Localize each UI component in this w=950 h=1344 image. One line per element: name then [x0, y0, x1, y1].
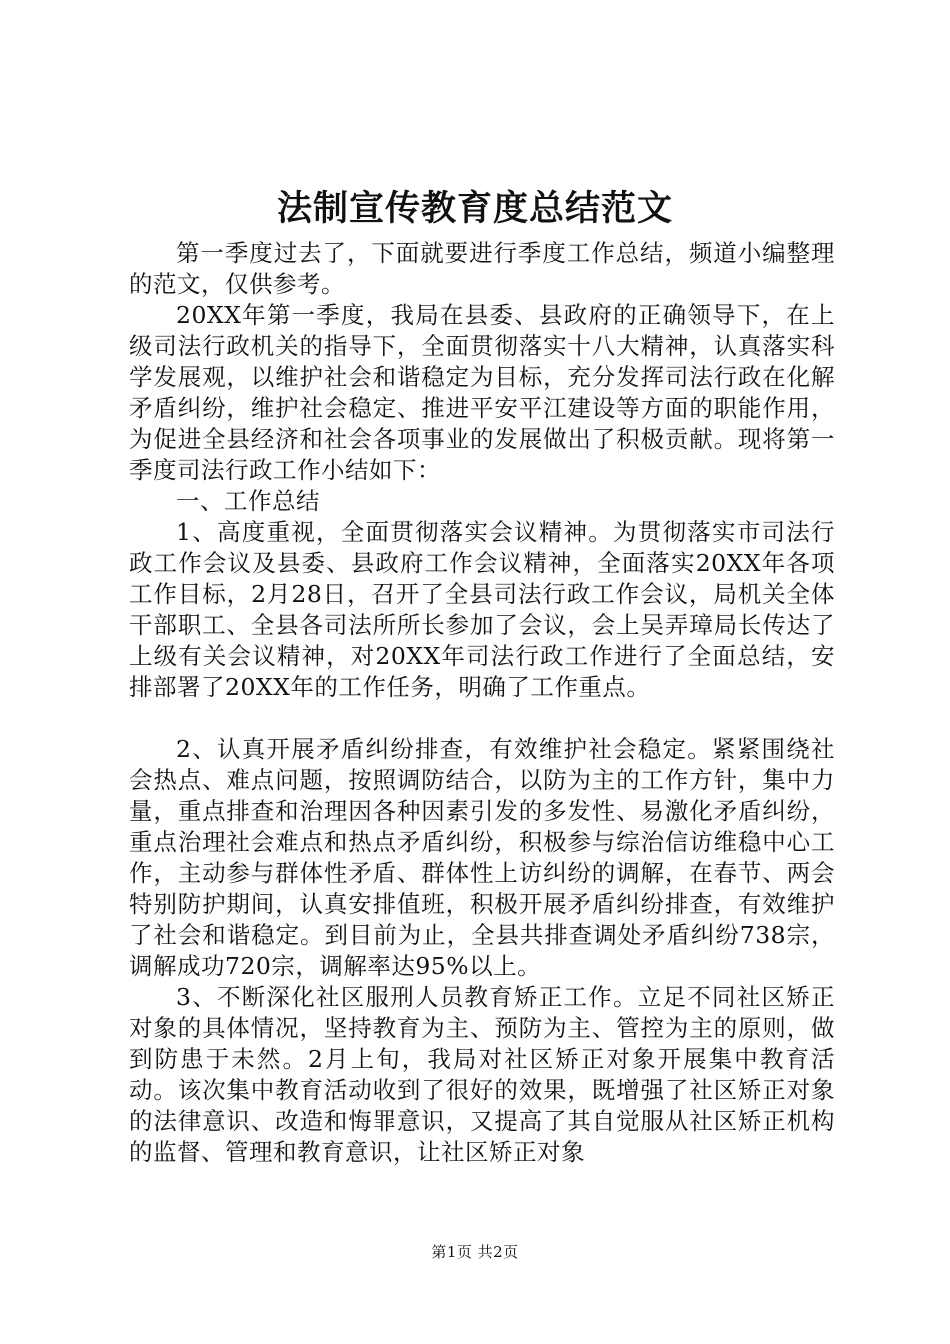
- paragraph-overview: 20XX年第一季度，我局在县委、县政府的正确领导下，在上级司法行政机关的指导下，全面贯彻落实十八大精神，认真落实科学发展观，以维护社会和谐稳定为目标，充分发挥司法行政在化解矛盾纠纷，维护社会稳定、推进平安平江建设等方面的职能作用，为促进全县经济和社会各项事业的发展做出了积极贡献。现将第一季度司法行政工作小结如下：: [129, 301, 835, 484]
- paragraph-item-3: 3、不断深化社区服刑人员教育矫正工作。立足不同社区矫正对象的具体情况，坚持教育为主、预防为主、管控为主的原则，做到防患于未然。2月上旬，我局对社区矫正对象开展集中教育活动。该次集中教育活动收到了很好的效果，既增强了社区矫正对象的法律意识、改造和悔罪意识，又提高了其自觉服从社区矫正机构的监督、管理和教育意识，让社区矫正对象: [129, 983, 835, 1166]
- paragraph-item-2: 2、认真开展矛盾纠纷排查，有效维护社会稳定。紧紧围绕社会热点、难点问题，按照调防结合，以防为主的工作方针，集中力量，重点排查和治理因各种因素引发的多发性、易激化矛盾纠纷，重点治理社会难点和热点矛盾纠纷，积极参与综治信访维稳中心工作，主动参与群体性矛盾、群体性上访纠纷的调解，在春节、两会特别防护期间，认真安排值班，积极开展矛盾纠纷排查，有效维护了社会和谐稳定。到目前为止，全县共排查调处矛盾纠纷738宗，调解成功720宗，调解率达95%以上。: [129, 735, 835, 980]
- document-title: 法制宣传教育度总结范文: [276, 188, 673, 229]
- paragraph-item-1: 1、高度重视，全面贯彻落实会议精神。为贯彻落实市司法行政工作会议及县委、县政府工作会议精神，全面落实20XX年各项工作目标，2月28日，召开了全县司法行政工作会议，局机关全体干部职工、全县各司法所所长参加了会议，会上吴弄璋局长传达了上级有关会议精神，对20XX年司法行政工作进行了全面总结，安排部署了20XX年的工作任务，明确了工作重点。: [129, 518, 835, 701]
- section-heading: 一、工作总结: [176, 487, 320, 515]
- page-footer: 第1页 共2页: [431, 1243, 519, 1261]
- document-body: [129, 238, 835, 1168]
- paragraph-intro: 第一季度过去了，下面就要进行季度工作总结，频道小编整理的范文，仅供参考。: [129, 239, 835, 298]
